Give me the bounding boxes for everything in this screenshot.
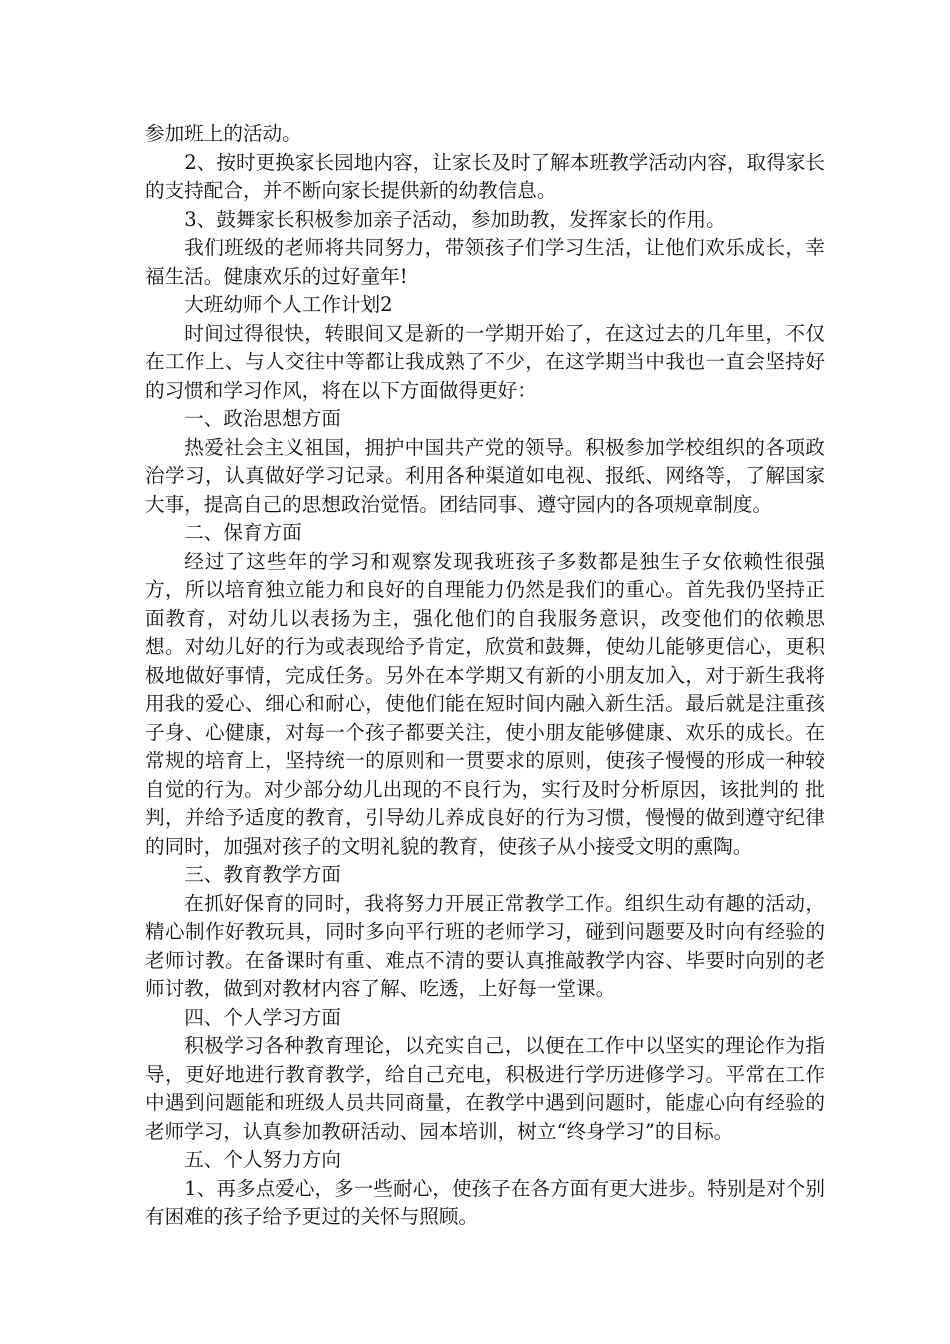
section-heading-study: 四、个人学习方面 — [184, 1005, 341, 1029]
paragraph-care: 经过了这些年的学习和观察发现我班孩子多数都是独生子女依赖性很强方，所以培育独立能力和良好的自理能力仍然是我们的重心。首先我仍坚持正面教育，对幼儿以表扬为主，强化他们的自我服务意识，改变他们的依赖思想。对幼儿好的行为或表现给予肯定，欣赏和鼓舞，使幼儿能够更信心，更积极地做好事情，完成任务。另外在本学期又有新的小朋友加入，对于新生我将用我的爱心、细心和耐心，使他们能在短时间内融入新生活。最后就是注重孩子身、心健康，对每一个孩子都要关注，使小朋友能够健康、欢乐的成长。在常规的培育上，坚持统一的原则和一贯要求的原则，使孩子慢慢的形成一种较自觉的行为。对少部分幼儿出现的不良行为，实行及时分析原因，该批判的 批判，并给予适度的教育，引导幼儿养成良好的行为习惯，慢慢的做到遵守纪律的同时，加强对孩子的文明礼貌的教育，使孩子从小接受文明的熏陶。 — [145, 549, 825, 858]
paragraph-intro: 时间过得很快，转眼间又是新的一学期开始了，在这过去的几年里，不仅在工作上、与人交往中等都让我成熟了不少，在这学期当中我也一直会坚持好的习惯和学习作风，将在以下方面做得更好： — [145, 321, 825, 402]
section-heading-care: 二、保育方面 — [184, 521, 302, 544]
paragraph-parent-activities: 3、鼓舞家长积极参加亲子活动，参加助教，发挥家长的作用。 — [184, 207, 726, 231]
paragraph-teaching: 在抓好保育的同时，我将努力开展正常教学工作。组织生动有趣的活动，精心制作好教玩具，同时多向平行班的老师学习，碰到问题要及时向有经验的老师讨教。在备课时有重、难点不清的要认真推敲教学内容、毕要时向别的老师讨教，做到对教材内容了解、吃透，上好每一堂课。 — [145, 891, 825, 1000]
paragraph-parent-board: 2、按时更换家长园地内容，让家长及时了解本班教学活动内容，取得家长的支持配合，并不断向家长提供新的幼教信息。 — [145, 150, 825, 202]
section-heading-teaching: 三、教育教学方面 — [184, 863, 341, 886]
section-heading-politics: 一、政治思想方面 — [184, 407, 341, 430]
document-page — [145, 120, 825, 1232]
document-title: 大班幼师个人工作计划2 — [184, 293, 393, 316]
paragraph-continuation: 参加班上的活动。 — [145, 122, 302, 145]
section-heading-direction: 五、个人努力方向 — [184, 1148, 341, 1171]
paragraph-study: 积极学习各种教育理论，以充实自己，以便在工作中以坚实的理论作为指导，更好地进行教育教学，给自己充电，积极进行学历进修学习。平常在工作中遇到问题能和班级人员共同商量，在教学中遇到问题时，能虚心向有经验的老师学习，认真参加教研活动、园本培训，树立“终身学习”的目标。 — [145, 1034, 825, 1143]
paragraph-closing: 我们班级的老师将共同努力，带领孩子们学习生活，让他们欢乐成长，幸福生活。健康欢乐的过好童年! — [145, 236, 825, 288]
paragraph-direction: 1、再多点爱心，多一些耐心，使孩子在各方面有更大进步。特别是对个别有困难的孩子给予更过的关怀与照顾。 — [145, 1176, 825, 1228]
paragraph-politics: 热爱社会主义祖国，拥护中国共产党的领导。积极参加学校组织的各项政治学习，认真做好学习记录。利用各种渠道如电视、报纸、网络等，了解国家大事，提高自己的思想政治觉悟。团结同事、遵守园内的各项规章制度。 — [145, 435, 825, 516]
